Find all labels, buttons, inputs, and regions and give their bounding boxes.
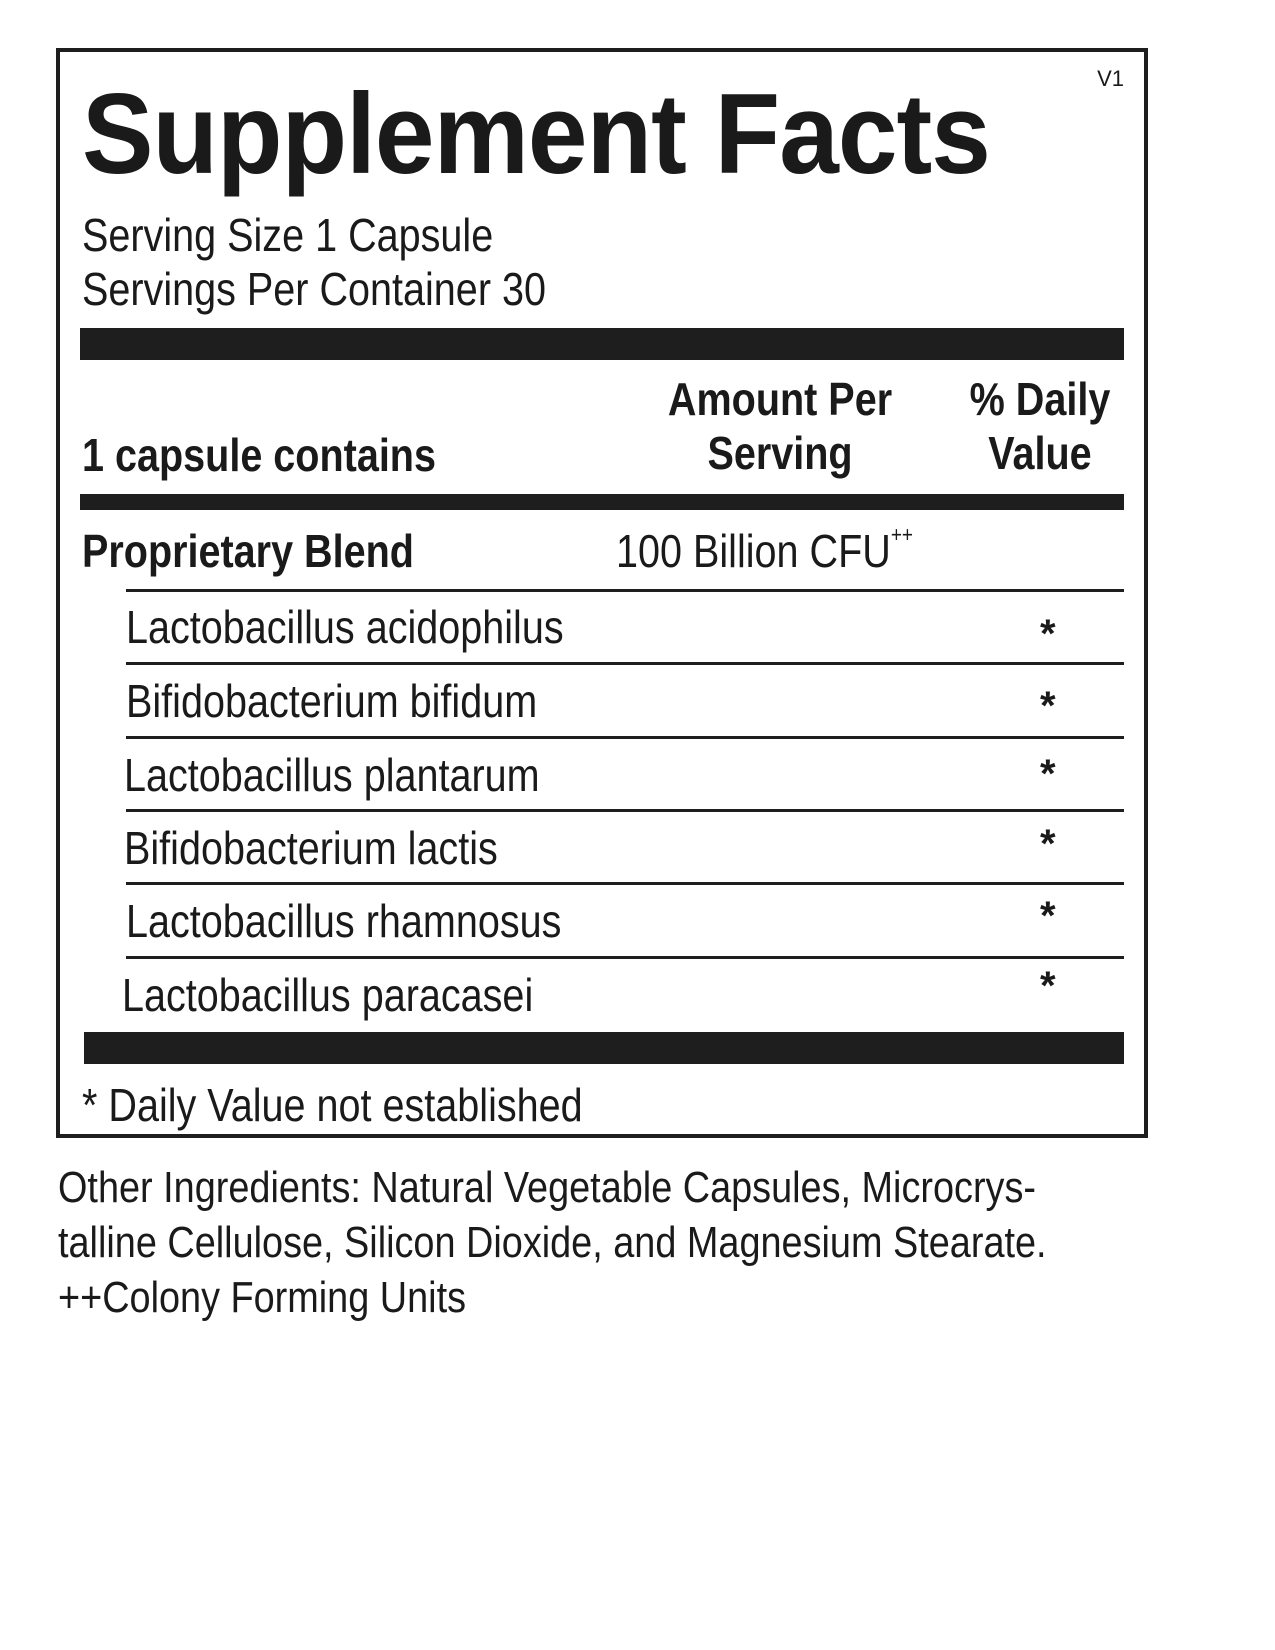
thick-divider-top xyxy=(80,328,1124,360)
header-daily-value xyxy=(954,372,1126,481)
ingredient-name: Lactobacillus plantarum xyxy=(124,749,540,801)
row-divider xyxy=(126,882,1124,885)
ingredient-dv: * xyxy=(1040,894,1056,938)
ingredient-name: Bifidobacterium bifidum xyxy=(126,675,538,727)
ingredient-dv: * xyxy=(1040,684,1056,728)
row-divider xyxy=(126,589,1124,592)
ingredient-dv: * xyxy=(1040,822,1056,866)
cfu-footnote: ++Colony Forming Units xyxy=(58,1273,467,1322)
header-amount-line2: Serving xyxy=(707,427,853,480)
ingredient-dv: * xyxy=(1040,752,1056,796)
ingredient-dv: * xyxy=(1040,612,1056,656)
row-divider xyxy=(126,956,1124,959)
ingredient-dv: * xyxy=(1040,964,1056,1008)
other-ingredients-line2: talline Cellulose, Silicon Dioxide, and Magnesium Stearate. xyxy=(58,1218,1047,1267)
supplement-facts-panel xyxy=(56,48,1148,1138)
servings-per-container: Servings Per Container 30 xyxy=(82,263,546,315)
header-dv-line1: % Daily xyxy=(969,373,1111,425)
ingredient-name: Lactobacillus paracasei xyxy=(122,969,534,1021)
header-amount xyxy=(642,372,917,481)
ingredient-name: Bifidobacterium lactis xyxy=(124,822,498,874)
blend-amount-value: 100 Billion CFU xyxy=(616,525,891,577)
blend-amount-sup: ++ xyxy=(890,522,913,547)
header-contains: 1 capsule contains xyxy=(82,429,436,481)
blend-name: Proprietary Blend xyxy=(82,525,414,577)
version-label: V1 xyxy=(1097,66,1124,91)
thick-divider-header xyxy=(80,494,1124,510)
blend-amount xyxy=(616,522,913,577)
ingredient-name: Lactobacillus acidophilus xyxy=(126,601,564,653)
other-ingredients xyxy=(58,1160,1150,1325)
serving-size: Serving Size 1 Capsule xyxy=(82,209,494,261)
panel-title: Supplement Facts xyxy=(82,71,990,198)
header-amount-line1: Amount Per xyxy=(667,373,893,425)
row-divider xyxy=(126,809,1124,812)
row-divider xyxy=(126,662,1124,665)
row-divider xyxy=(126,736,1124,739)
thick-divider-bottom xyxy=(84,1032,1124,1064)
ingredient-name: Lactobacillus rhamnosus xyxy=(126,895,562,947)
footnote: * Daily Value not established xyxy=(82,1079,583,1131)
other-ingredients-line1: Other Ingredients: Natural Vegetable Capsules, Microcrys- xyxy=(58,1163,1036,1212)
header-dv-line2: Value xyxy=(988,427,1092,480)
